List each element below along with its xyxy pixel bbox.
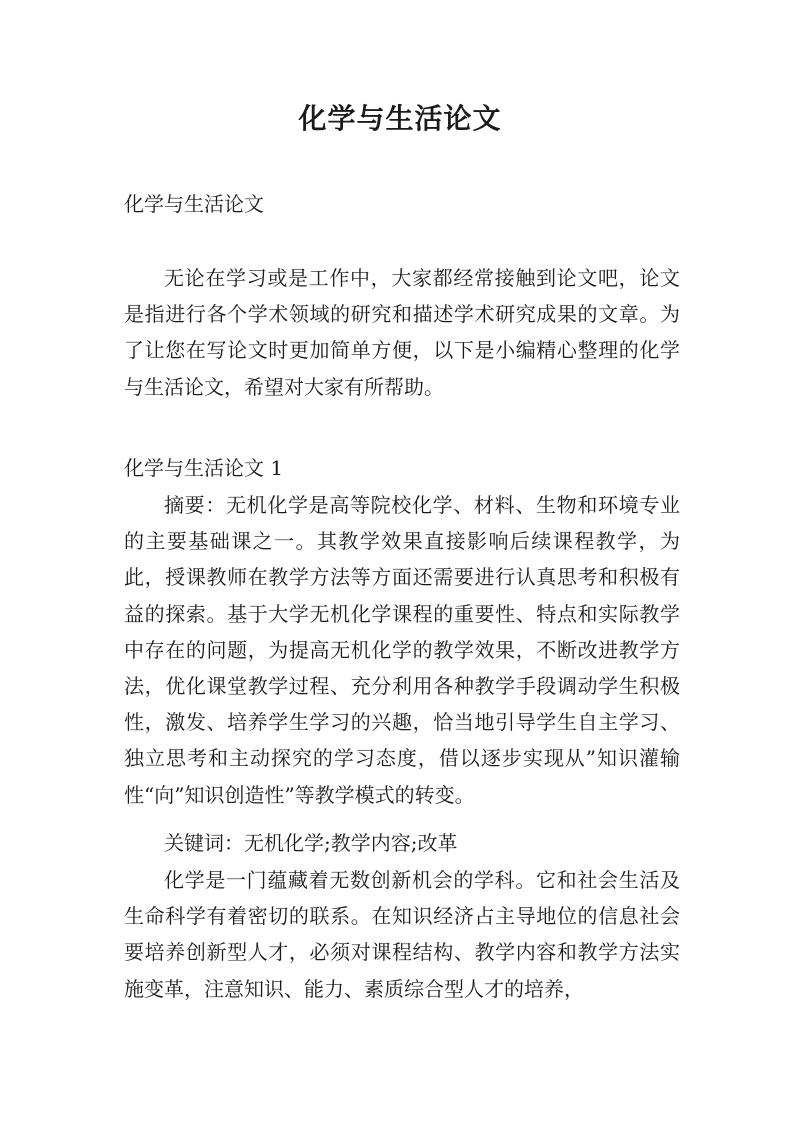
section-heading: 化学与生活论文 1: [124, 456, 284, 480]
document-title: 化学与生活论文: [298, 102, 502, 135]
abstract-paragraph: 摘要：无机化学是高等院校化学、材料、生物和环境专业的主要基础课之一。其教学效果直接影响后续课程教学，为此，授课教师在教学方法等方面还需要进行认真思考和积极有益的探索。基于大学无机化学课程的重要性、特点和实际教学中存在的问题，为提高无机化学的教学效果，不断改进教学方法，优化课堂教学过程、充分利用各种教学手段调动学生积极性，激发、培养学生学习的兴趣，恰当地引导学生自主学习、独立思考和主动探究的学习态度，借以逐步实现从”知识灌输性“向”知识创造性”等教学模式的转变。: [124, 493, 680, 807]
keywords-line: 关键词：无机化学;教学内容;改革: [164, 831, 458, 855]
intro-paragraph: 无论在学习或是工作中，大家都经常接触到论文吧，论文是指进行各个学术领域的研究和描述学术研究成果的文章。为了让您在写论文时更加简单方便，以下是小编精心整理的化学与生活论文，希望对大家有所帮助。: [124, 266, 680, 399]
body-paragraph: 化学是一门蕴藏着无数创新机会的学科。它和社会生活及生命科学有着密切的联系。在知识经济占主导地位的信息社会要培养创新型人才，必须对课程结构、教学内容和教学方法实施变革，注意知识、能力、素质综合型人才的培养，: [124, 868, 680, 1001]
document-subtitle: 化学与生活论文: [124, 192, 264, 216]
